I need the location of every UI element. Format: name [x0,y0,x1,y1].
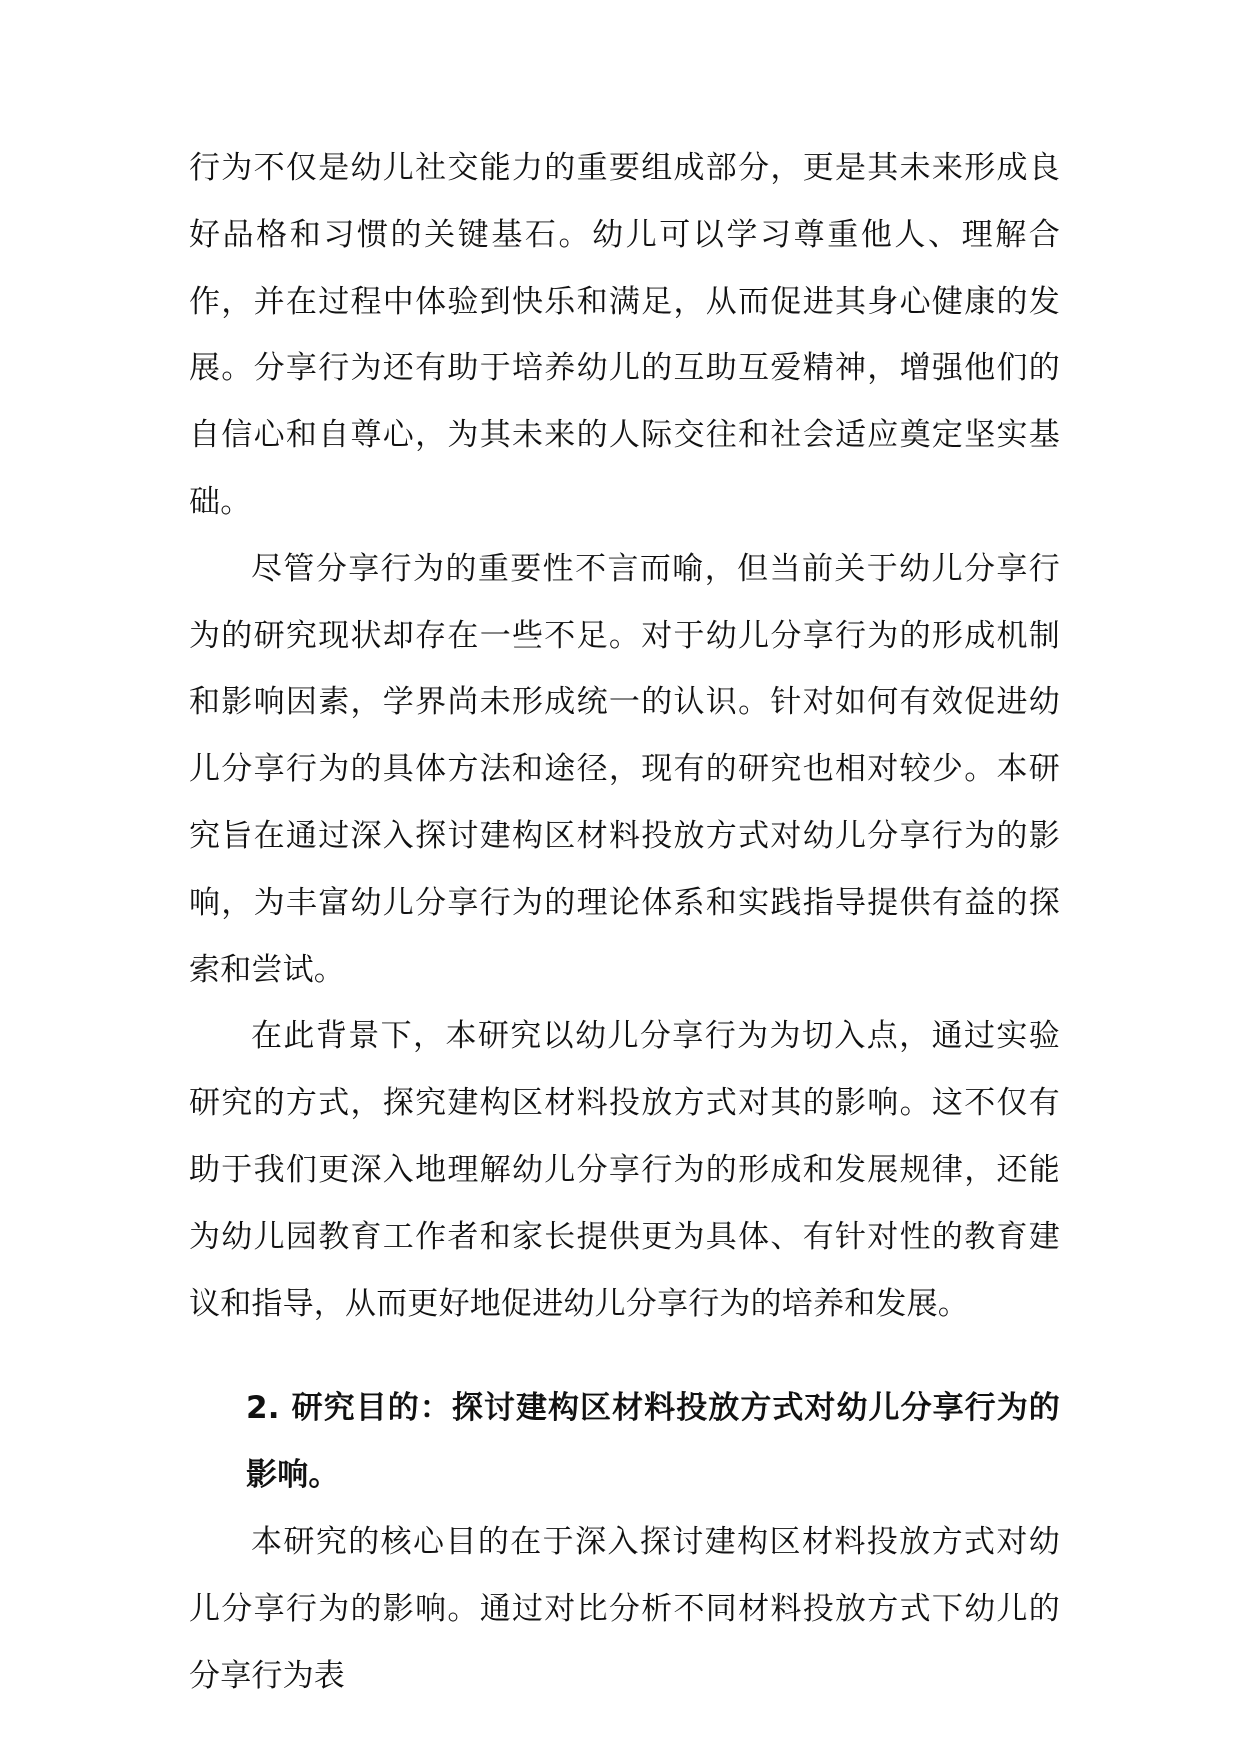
body-paragraph: 尽管分享行为的重要性不言而喻，但当前关于幼儿分享行为的研究现状却存在一些不足。对于幼儿分享行为的形成机制和影响因素，学界尚未形成统一的认识。针对如何有效促进幼儿分享行为的具体方法和途径，现有的研究也相对较少。本研究旨在通过深入探讨建构区材料投放方式对幼儿分享行为的影响，为丰富幼儿分享行为的理论体系和实践指导提供有益的探索和尝试。 [189,550,1060,988]
section-heading: 2. 研究目的：探讨建构区材料投放方式对幼儿分享行为的影响。 [246,1390,1060,1494]
body-paragraph-continued: 行为不仅是幼儿社交能力的重要组成部分，更是其未来形成良好品格和习惯的关键基石。幼儿可以学习尊重他人、理解合作，并在过程中体验到快乐和满足，从而促进其身心健康的发展。分享行为还有助于培养幼儿的互助互爱精神，增强他们的自信心和自尊心，为其未来的人际交往和社会适应奠定坚实基础。 [189,150,1060,520]
section-paragraph: 本研究的核心目的在于深入探讨建构区材料投放方式对幼儿分享行为的影响。通过对比分析不同材料投放方式下幼儿的分享行为表 [189,1523,1060,1694]
body-paragraph: 在此背景下，本研究以幼儿分享行为为切入点，通过实验研究的方式，探究建构区材料投放方式对其的影响。这不仅有助于我们更深入地理解幼儿分享行为的形成和发展规律，还能为幼儿园教育工作者和家长提供更为具体、有针对性的教育建议和指导，从而更好地促进幼儿分享行为的培养和发展。 [189,1018,1060,1322]
document-body [189,135,1060,1709]
